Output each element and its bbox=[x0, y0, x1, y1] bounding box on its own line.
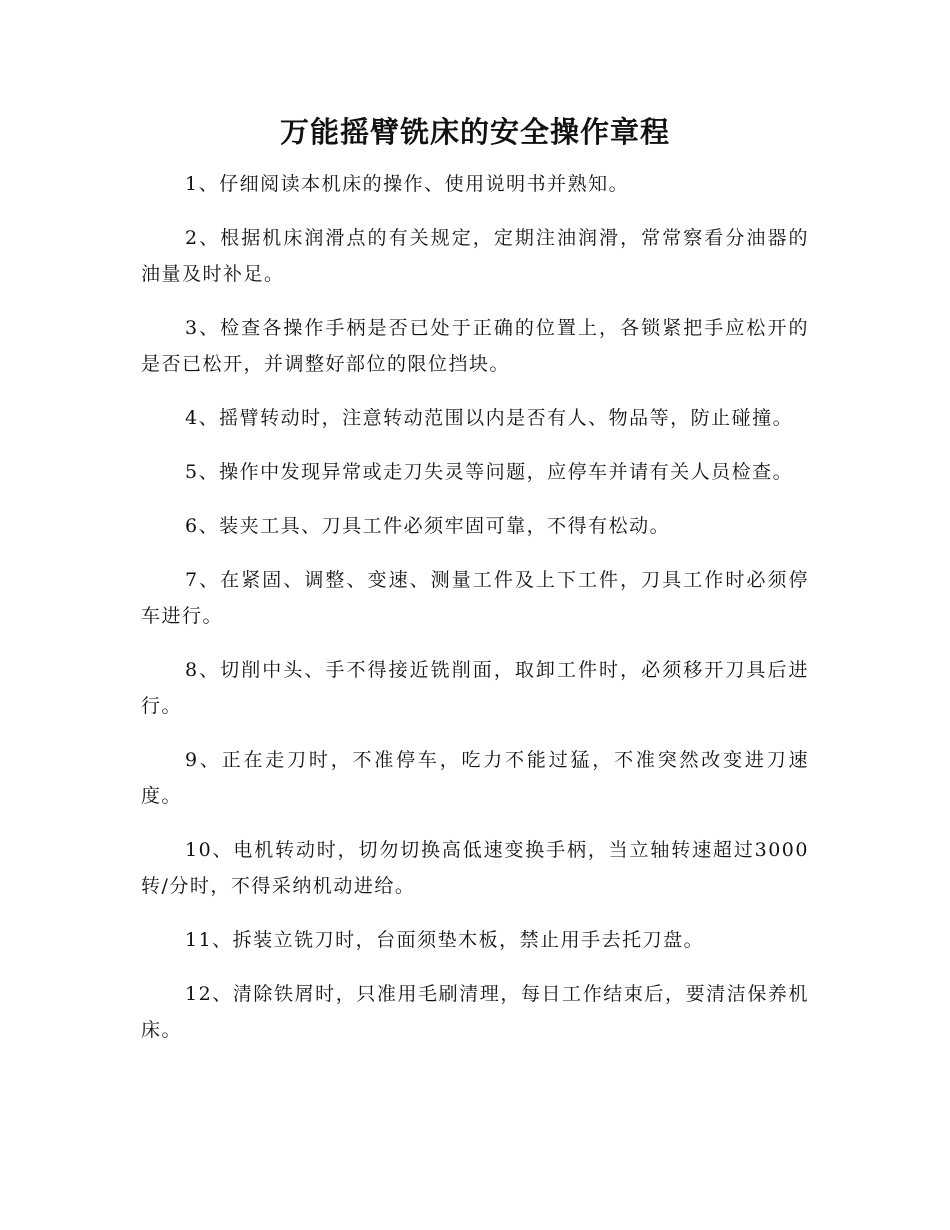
rule-paragraph-9: 9、正在走刀时，不准停车，吃力不能过猛，不准突然改变进刀速度。 bbox=[141, 749, 809, 807]
rule-paragraph-1: 1、仔细阅读本机床的操作、使用说明书并熟知。 bbox=[185, 173, 630, 195]
document-body bbox=[141, 166, 809, 1066]
rule-paragraph-12: 12、清除铁屑时，只准用毛刷清理，每日工作结束后，要清洁保养机床。 bbox=[141, 983, 809, 1041]
rule-paragraph-3: 3、检查各操作手柄是否已处于正确的位置上，各锁紧把手应松开的是否已松开，并调整好部位的限位挡块。 bbox=[141, 317, 809, 375]
rule-paragraph-4: 4、摇臂转动时，注意转动范围以内是否有人、物品等，防止碰撞。 bbox=[185, 407, 794, 429]
rule-paragraph-6: 6、装夹工具、刀具工件必须牢固可靠，不得有松动。 bbox=[185, 515, 671, 537]
rule-paragraph-7: 7、在紧固、调整、变速、测量工件及上下工件，刀具工作时必须停车进行。 bbox=[141, 569, 809, 627]
rule-paragraph-8: 8、切削中头、手不得接近铣削面，取卸工件时，必须移开刀具后进行。 bbox=[141, 659, 809, 717]
rule-paragraph-2: 2、根据机床润滑点的有关规定，定期注油润滑，常常察看分油器的油量及时补足。 bbox=[141, 227, 809, 285]
document-title: 万能摇臂铣床的安全操作章程 bbox=[279, 115, 670, 149]
rule-paragraph-5: 5、操作中发现异常或走刀失灵等问题，应停车并请有关人员检查。 bbox=[185, 461, 794, 483]
rule-paragraph-11: 11、拆装立铣刀时，台面须垫木板，禁止用手去托刀盘。 bbox=[185, 929, 705, 951]
rule-paragraph-10: 10、电机转动时，切勿切换高低速变换手柄，当立轴转速超过3000 转/分时，不得采纳机动进给。 bbox=[141, 839, 809, 897]
